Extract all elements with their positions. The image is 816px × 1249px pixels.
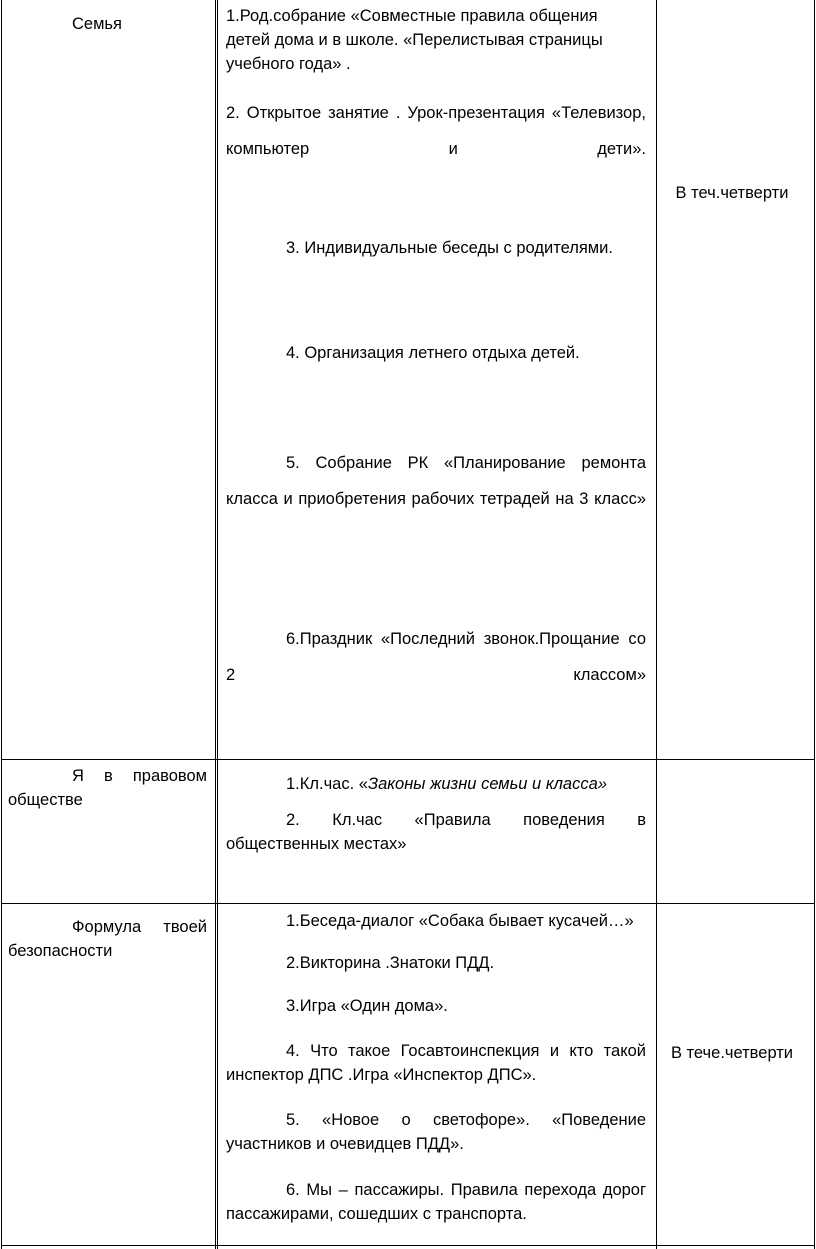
term-cell: В тече.четверти <box>670 1044 794 1062</box>
list-item: 4. Организация летнего отдыха детей. <box>286 344 580 362</box>
list-item: 4. Что такое Госавтоинспекция и кто такой инспектор ДПС .Игра «Инспектор ДПС». <box>226 1042 646 1084</box>
item-title: Законы жизни семьи и класса» <box>367 775 607 793</box>
list-item: 1.Беседа-диалог «Собака бывает кусачей…» <box>286 912 634 930</box>
list-item: 5. Собрание РК «Планирование ремонта класса и приобретения рабочих тетрадей на 3 класс» <box>226 454 646 508</box>
item-prefix: 1.Кл.час. « <box>286 775 368 793</box>
list-item <box>286 772 607 796</box>
list-item: 1.Род.собрание «Совместные правила общения детей дома и в школе. «Перелистывая страницы учебного года» . <box>226 7 603 73</box>
table-border-left <box>1 0 2 1249</box>
row-divider-1 <box>1 759 815 760</box>
list-item: 5. «Новое о светофоре». «Поведение участников и очевидцев ПДД». <box>226 1111 646 1153</box>
row-divider-2 <box>1 903 815 904</box>
term-cell: В теч.четверти <box>675 184 789 202</box>
table-border-col1 <box>215 0 216 1249</box>
list-item: 6. Мы – пассажиры. Правила перехода дорог пассажирами, сошедших с транспорта. <box>226 1181 646 1223</box>
row-topic: Формула твоей безопасности <box>8 918 207 960</box>
table-border-col1b <box>217 0 218 1249</box>
list-item: 2. Кл.час «Правила поведения в общественных местах» <box>226 811 646 853</box>
list-item: 3.Игра «Один дома». <box>286 997 448 1015</box>
list-item: 2.Викторина .Знатоки ПДД. <box>286 954 495 972</box>
list-item: 6.Праздник «Последний звонок.Прощание со 2 классом» <box>226 630 646 684</box>
row-topic: Я в правовом обществе <box>8 767 207 809</box>
table-border-right <box>814 0 815 1249</box>
row-topic: Семья <box>72 15 122 33</box>
table-border-col2 <box>656 0 657 1249</box>
list-item: 2. Открытое занятие . Урок-презентация «Телевизор, компьютер и дети». <box>226 104 646 158</box>
table-border-bottom <box>1 1245 815 1246</box>
list-item: 3. Индивидуальные беседы с родителями. <box>286 239 613 257</box>
